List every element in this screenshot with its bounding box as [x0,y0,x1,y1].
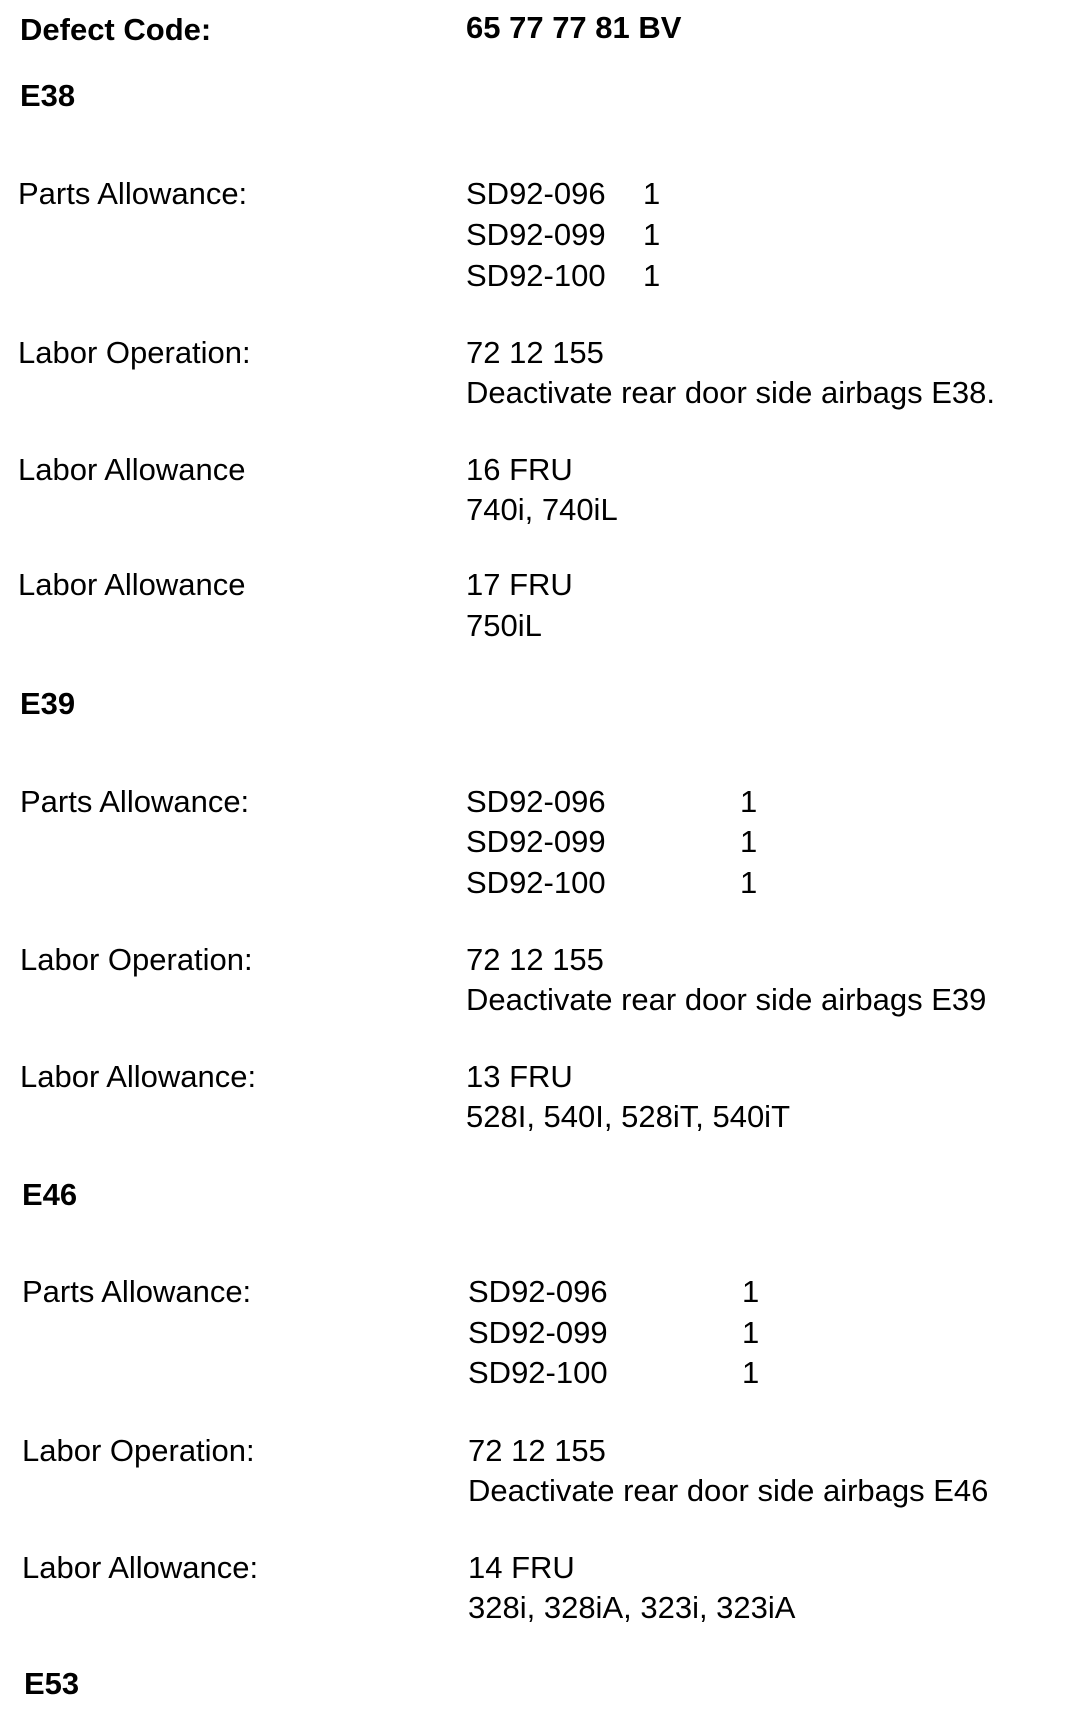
defect-code-value: 65 77 77 81 BV [466,10,682,45]
part-code: SD92-099 [466,217,606,252]
labor-allowance-fru: 13 FRU [466,1059,573,1094]
part-code: SD92-100 [466,258,606,293]
parts-allowance-label: Parts Allowance: [20,784,250,819]
labor-operation-code: 72 12 155 [466,335,604,370]
labor-allowance-label: Labor Allowance [18,567,246,602]
labor-operation-label: Labor Operation: [18,335,251,370]
part-qty: 1 [742,1315,760,1350]
labor-operation-label: Labor Operation: [22,1433,255,1468]
part-qty: 1 [643,258,661,293]
part-qty: 1 [740,784,758,819]
labor-operation-label: Labor Operation: [20,942,253,977]
model-heading-e53: E53 [24,1666,80,1701]
labor-allowance-models: 328i, 328iA, 323i, 323iA [468,1590,796,1625]
part-qty: 1 [643,176,661,211]
labor-operation-code: 72 12 155 [468,1433,606,1468]
part-qty: 1 [742,1355,760,1390]
labor-allowance-label: Labor Allowance: [20,1059,257,1094]
labor-allowance-models: 528I, 540I, 528iT, 540iT [466,1099,791,1134]
part-code: SD92-100 [466,865,606,900]
parts-allowance-label: Parts Allowance: [22,1274,252,1309]
part-code: SD92-096 [466,784,606,819]
part-code: SD92-100 [468,1355,608,1390]
labor-allowance-fru: 14 FRU [468,1550,575,1585]
model-heading-e38: E38 [20,78,76,113]
part-qty: 1 [740,865,758,900]
model-heading-e46: E46 [22,1177,78,1212]
part-qty: 1 [740,824,758,859]
part-qty: 1 [742,1274,760,1309]
model-heading-e39: E39 [20,686,76,721]
labor-allowance-fru: 16 FRU [466,452,573,487]
labor-allowance-models: 740i, 740iL [466,492,618,527]
part-code: SD92-096 [468,1274,608,1309]
part-code: SD92-099 [468,1315,608,1350]
labor-allowance-models: 750iL [466,608,542,643]
labor-allowance-label: Labor Allowance: [22,1550,259,1585]
defect-code-label: Defect Code: [20,12,212,47]
labor-allowance-label: Labor Allowance [18,452,246,487]
labor-operation-description: Deactivate rear door side airbags E46 [468,1473,989,1508]
labor-operation-description: Deactivate rear door side airbags E38. [466,375,996,410]
part-qty: 1 [643,217,661,252]
labor-operation-code: 72 12 155 [466,942,604,977]
labor-operation-description: Deactivate rear door side airbags E39 [466,982,987,1017]
labor-allowance-fru: 17 FRU [466,567,573,602]
part-code: SD92-099 [466,824,606,859]
part-code: SD92-096 [466,176,606,211]
parts-allowance-label: Parts Allowance: [18,176,248,211]
